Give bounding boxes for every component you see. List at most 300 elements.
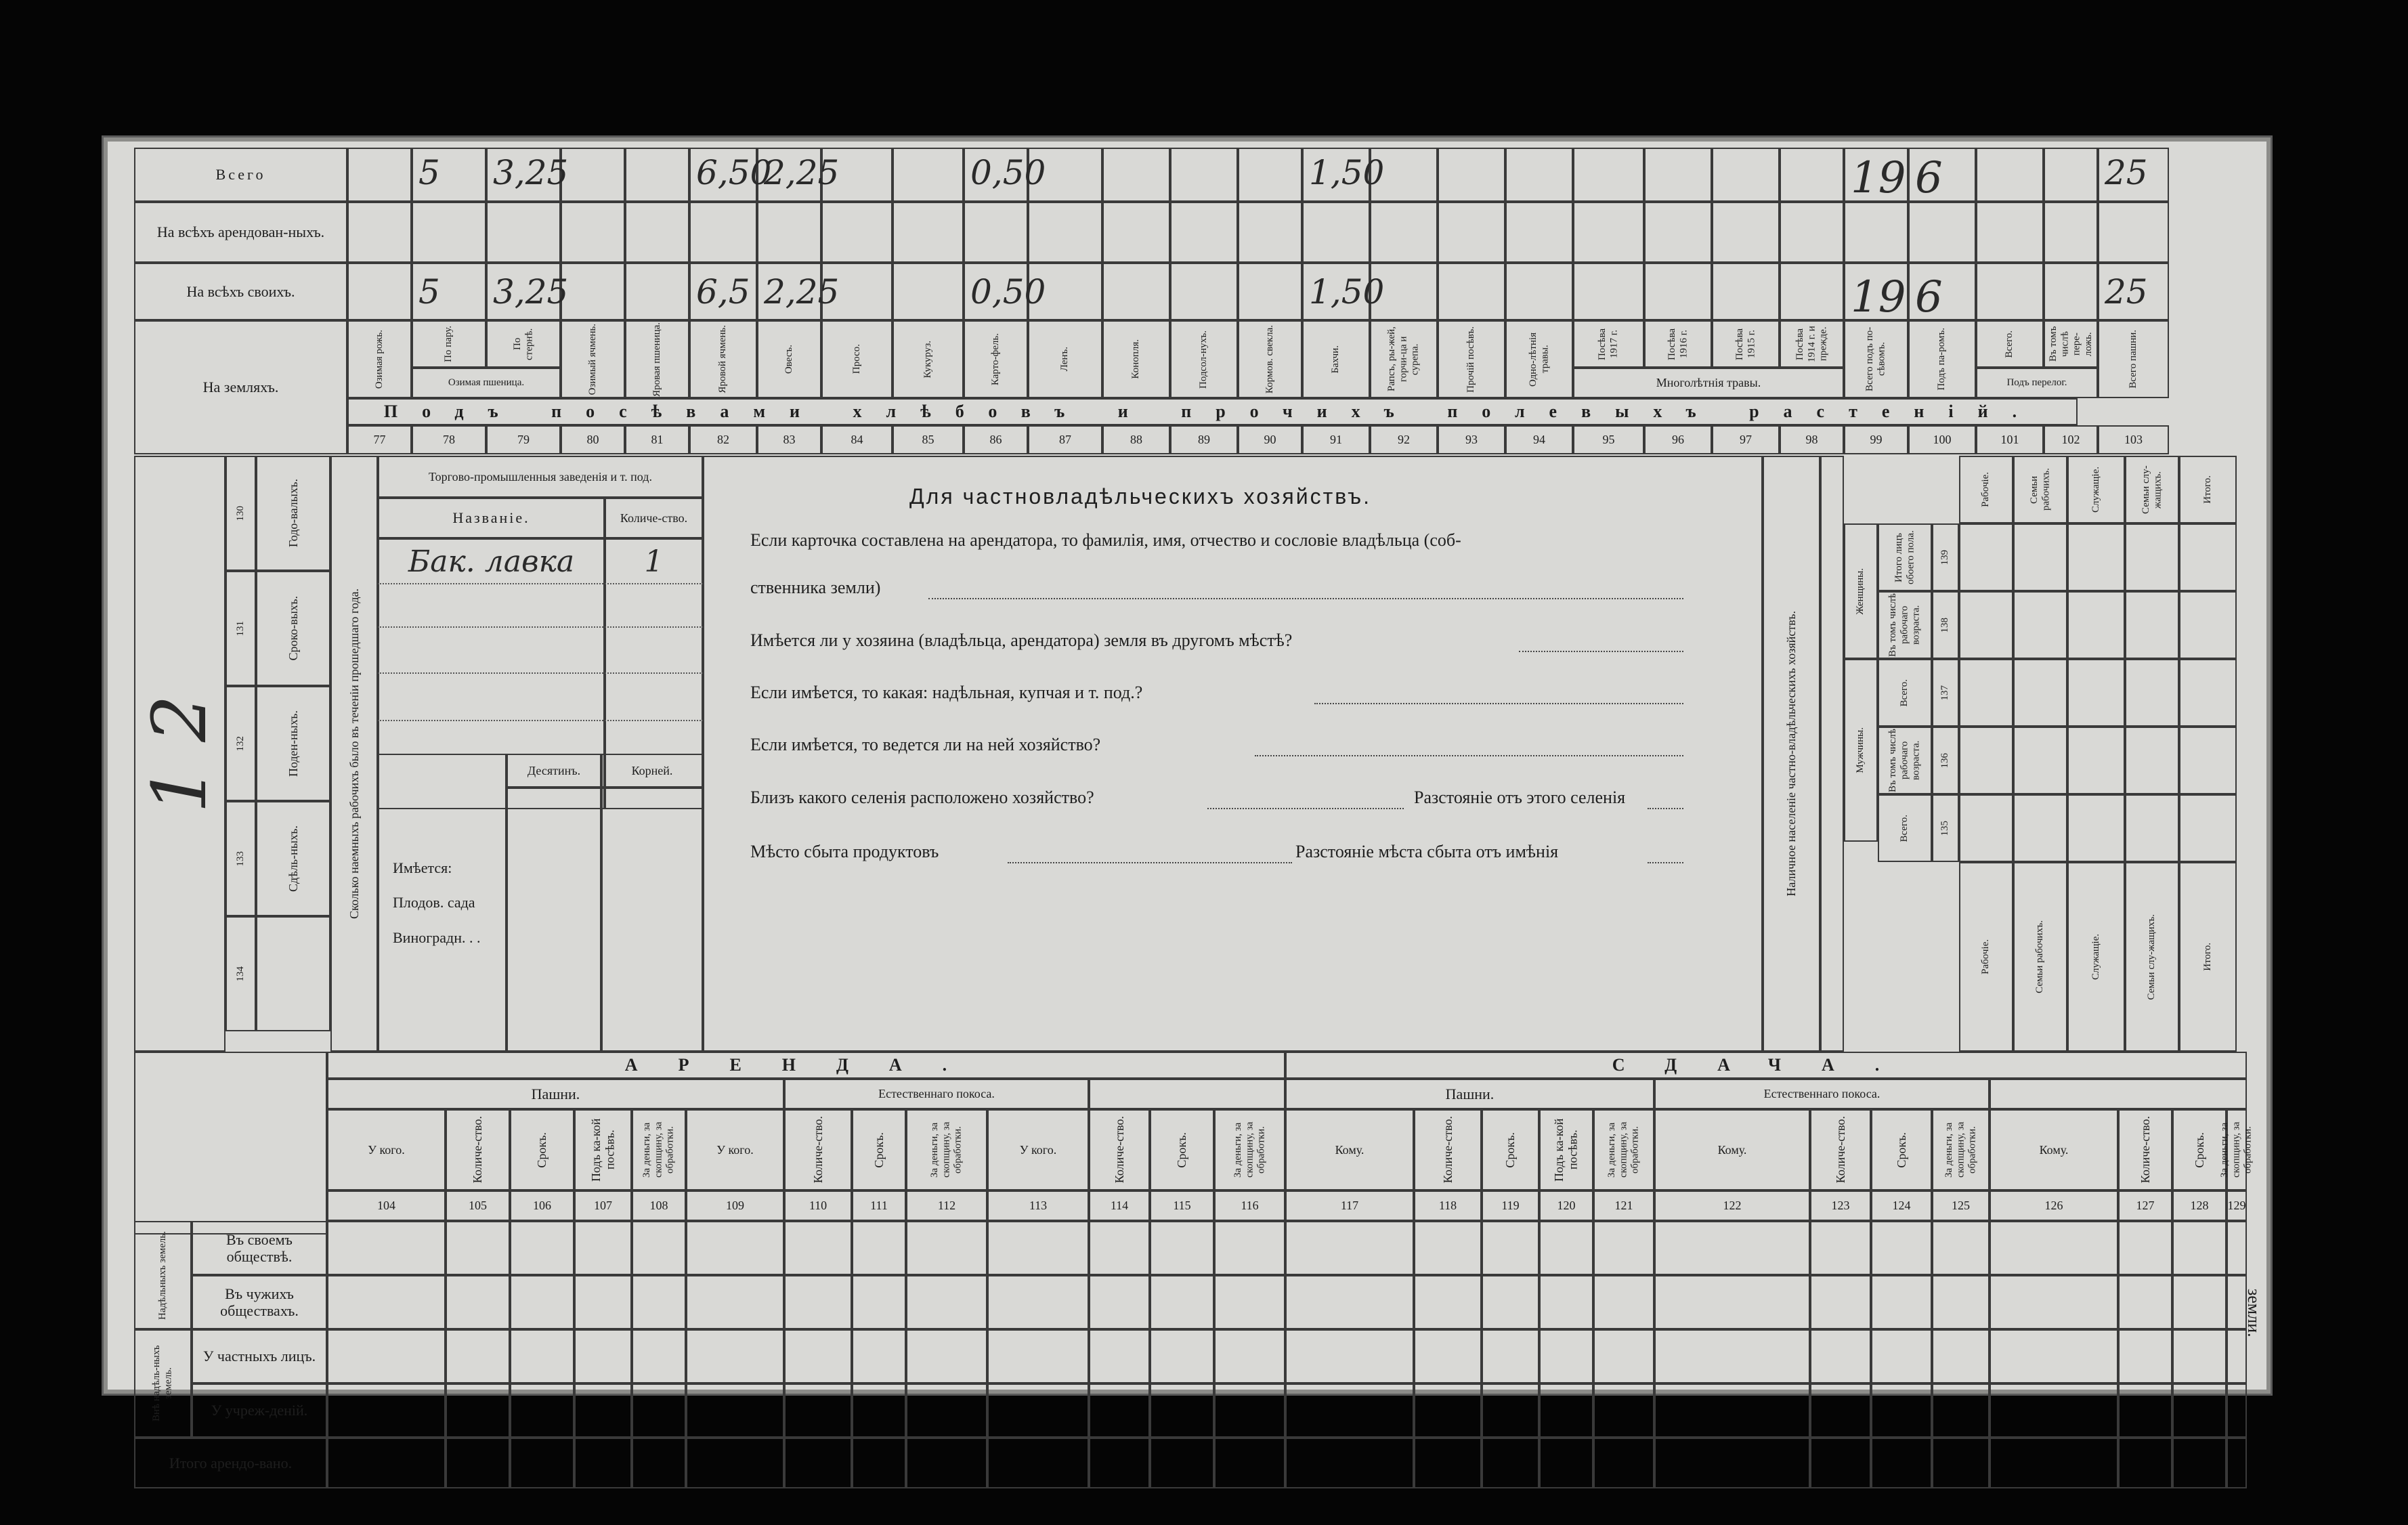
bottom-cell-1-124	[1871, 1275, 1932, 1329]
top-num-79: 79	[486, 425, 561, 454]
arenda-title: АРЕНДА.	[327, 1052, 1285, 1079]
top-cell-r1-c98	[1780, 202, 1844, 263]
top-cell-r2-c93	[1438, 263, 1505, 320]
pop-col-bottom-0	[1959, 862, 2013, 1052]
bottom-cell-4-118	[1414, 1438, 1482, 1488]
bottom-cell-0-112	[906, 1221, 987, 1275]
pop-cell-1-1	[2013, 591, 2067, 659]
pop-cell-3-2	[2125, 659, 2179, 727]
bottom-num-128: 128	[2172, 1190, 2227, 1221]
livestock-num-1	[225, 571, 256, 686]
bottom-cell-0-120	[1539, 1221, 1593, 1275]
garden-des-cell	[507, 788, 601, 1052]
top-header-92-text: Рапсъ, ры-жей, горчи-ца и сурепа.	[1386, 326, 1421, 392]
top-header-77	[347, 320, 412, 398]
top-num-94: 94	[1505, 425, 1573, 454]
top-header-83-text: Овесъ.	[783, 344, 794, 374]
bottom-num-125: 125	[1932, 1190, 1990, 1221]
pop-row-label-3	[1878, 727, 1932, 794]
pop-men	[1844, 659, 1878, 842]
pop-cell-3-1	[2125, 591, 2179, 659]
top-header-80-text: Озимый ячмень.	[586, 323, 598, 395]
pop-col-bottom-4-text: Итого.	[2201, 943, 2213, 971]
bottom-header-107-text: Подъ ка-кой посѣвъ.	[588, 1118, 617, 1182]
pop-cell-1-2	[2013, 659, 2067, 727]
top-cell-r0-c96	[1644, 148, 1712, 202]
bottom-num-121: 121	[1593, 1190, 1654, 1221]
top-cell-r1-c95	[1573, 202, 1644, 263]
top-cell-r2-c89	[1170, 263, 1238, 320]
pop-cell-4-3	[2179, 727, 2237, 794]
top-header-79	[486, 320, 561, 368]
top-header-86	[964, 320, 1028, 398]
q4-line	[1255, 755, 1683, 756]
bottom-cell-0-118	[1414, 1221, 1482, 1275]
bottom-cell-3-120	[1539, 1383, 1593, 1438]
bottom-cell-1-110	[784, 1275, 852, 1329]
livestock-label-3-text: Сдѣль-ныхъ.	[286, 825, 300, 892]
garden-orchard: Плодов. сада	[393, 894, 475, 911]
bottom-cell-4-121	[1593, 1438, 1654, 1488]
trade-col-qty: Количе-ство.	[605, 498, 703, 538]
hand-value-r2-v82: 6,5	[696, 272, 750, 312]
top-num-91: 91	[1302, 425, 1370, 454]
top-header-83	[757, 320, 821, 398]
pop-row-label-1-text: Въ томъ числѣ рабочаго возраста.	[1887, 593, 1922, 657]
bottom-cell-3-113	[987, 1383, 1089, 1438]
bottom-header-104: У кого.	[327, 1109, 446, 1190]
bottom-cell-2-118	[1414, 1329, 1482, 1383]
pop-col-top-3-text: Семьи слу-жащихъ.	[2140, 465, 2163, 514]
top-cell-r1-c87	[1028, 202, 1102, 263]
bottom-cell-0-110	[784, 1221, 852, 1275]
bottom-cell-0-113	[987, 1221, 1089, 1275]
bottom-cell-4-125	[1932, 1438, 1990, 1488]
top-cell-r1-c101	[1976, 202, 2044, 263]
bottom-cell-2-127	[2118, 1329, 2172, 1383]
top-header-89	[1170, 320, 1238, 398]
pop-col-top-4-text: Итого.	[2201, 475, 2213, 504]
bottom-num-113: 113	[987, 1190, 1089, 1221]
bottom-cell-0-108	[632, 1221, 686, 1275]
bottom-cell-2-105	[446, 1329, 510, 1383]
bottom-cell-1-125	[1932, 1275, 1990, 1329]
bottom-cell-4-123	[1810, 1438, 1871, 1488]
bottom-cell-0-129	[2227, 1221, 2247, 1275]
top-header-99	[1844, 320, 1908, 398]
top-header-78-text: По пару.	[443, 326, 454, 362]
hand-value-r2-v100: 6	[1915, 272, 1943, 322]
top-num-84: 84	[821, 425, 893, 454]
pop-cell-1-3	[2013, 727, 2067, 794]
bottom-cell-4-107	[574, 1438, 632, 1488]
crop-band	[347, 398, 2078, 425]
top-cell-r2-c94	[1505, 263, 1573, 320]
arenda-pashni: Пашни.	[327, 1079, 784, 1109]
top-num-95: 95	[1573, 425, 1644, 454]
pop-col-bottom-2-text: Служащіе.	[2090, 934, 2101, 980]
top-cell-r0-c77	[347, 148, 412, 202]
bottom-cell-4-115	[1150, 1438, 1214, 1488]
bottom-cell-1-107	[574, 1275, 632, 1329]
top-num-90: 90	[1238, 425, 1302, 454]
bottom-header-123	[1810, 1109, 1871, 1190]
bottom-cell-4-127	[2118, 1438, 2172, 1488]
bottom-header-112	[906, 1109, 987, 1190]
bottom-header-113: У кого.	[987, 1109, 1089, 1190]
bottom-num-127: 127	[2118, 1190, 2172, 1221]
bottom-cell-3-106	[510, 1383, 574, 1438]
top-header-93-text: Прочій посѣвъ.	[1465, 326, 1477, 393]
bottom-num-124: 124	[1871, 1190, 1932, 1221]
row-label-lands: На земляхъ.	[134, 320, 347, 454]
bottom-header-115-text: Срокъ.	[1175, 1132, 1189, 1168]
top-num-89: 89	[1170, 425, 1238, 454]
bottom-cell-3-109	[686, 1383, 784, 1438]
bottom-num-116: 116	[1214, 1190, 1285, 1221]
top-header-92	[1370, 320, 1438, 398]
top-cell-r0-c98	[1780, 148, 1844, 202]
bottom-cell-4-114	[1089, 1438, 1150, 1488]
sdacha-pashni: Пашни.	[1285, 1079, 1654, 1109]
bottom-num-118: 118	[1414, 1190, 1482, 1221]
bottom-num-114: 114	[1089, 1190, 1150, 1221]
bottom-num-104: 104	[327, 1190, 446, 1221]
pop-col-top-0-text: Рабочіе.	[1980, 472, 1992, 507]
hand-value-r0-v82: 6,50	[696, 153, 772, 192]
bottom-cell-2-120	[1539, 1329, 1593, 1383]
top-cell-r2-c97	[1712, 263, 1780, 320]
bottom-header-128-text: Срокъ.	[2192, 1132, 2206, 1168]
top-header-82-text: Яровой ячмень.	[717, 325, 729, 393]
bottom-cell-2-110	[784, 1329, 852, 1383]
bottom-cell-2-124	[1871, 1329, 1932, 1383]
bottom-cell-1-118	[1414, 1275, 1482, 1329]
top-header-103-text: Всего пашни.	[2127, 330, 2138, 389]
bottom-num-112: 112	[906, 1190, 987, 1221]
pop-col-top-1-text: Семьи рабочихъ.	[2028, 468, 2051, 511]
bottom-cell-2-116	[1214, 1329, 1285, 1383]
sdacha-pokos: Естественнаго покоса.	[1654, 1079, 1990, 1109]
trade-entry-name: Бак. лавка	[408, 544, 575, 579]
bottom-header-106-text: Срокъ.	[535, 1132, 549, 1168]
pop-cell-2-4	[2067, 794, 2125, 862]
bottom-cell-1-112	[906, 1275, 987, 1329]
pop-row-num-4-text: 135	[1939, 820, 1951, 836]
bottom-cell-3-128	[2172, 1383, 2227, 1438]
garden-col-des: Десятинъ.	[507, 754, 601, 788]
group-mnog: Многолѣтнія травы.	[1573, 368, 1844, 398]
bottom-cell-1-114	[1089, 1275, 1150, 1329]
hand-value-r0-v100: 6	[1915, 153, 1943, 203]
top-cell-r2-c98	[1780, 263, 1844, 320]
top-cell-r2-c85	[893, 263, 964, 320]
bottom-header-106	[510, 1109, 574, 1190]
top-cell-r1-c80	[561, 202, 625, 263]
trade-line-1	[378, 583, 703, 584]
top-num-98: 98	[1780, 425, 1844, 454]
bottom-cell-3-110	[784, 1383, 852, 1438]
top-header-86-text: Карто-фель.	[989, 332, 1001, 386]
bottom-cell-1-129	[2227, 1275, 2247, 1329]
top-cell-r0-c101	[1976, 148, 2044, 202]
bottom-cell-3-118	[1414, 1383, 1482, 1438]
nadel-label-text: Надѣльныхъ земель.	[156, 1230, 168, 1320]
pop-row-label-4-text: Всего.	[1899, 814, 1910, 842]
top-cell-r1-c83	[757, 202, 821, 263]
private-q5b: Разстояніе отъ этого селенія	[1414, 788, 1626, 807]
livestock-label-0-text: Годо-валыхъ.	[286, 479, 300, 548]
bottom-cell-3-125	[1932, 1383, 1990, 1438]
top-cell-r1-c100	[1908, 202, 1976, 263]
top-cell-r2-c101	[1976, 263, 2044, 320]
pop-row-num-2	[1932, 659, 1959, 727]
trade-line-4	[378, 720, 703, 721]
trade-entry-qty: 1	[644, 544, 664, 579]
bottom-cell-1-128	[2172, 1275, 2227, 1329]
bottom-cell-2-123	[1810, 1329, 1871, 1383]
livestock-label-1-text: Сроко-выхъ.	[286, 596, 300, 661]
top-cell-r2-c90	[1238, 263, 1302, 320]
top-cell-r0-c95	[1573, 148, 1644, 202]
bottom-cell-2-109	[686, 1329, 784, 1383]
bottom-header-105-text: Количе-ство.	[471, 1116, 485, 1184]
bottom-cell-0-115	[1150, 1221, 1214, 1275]
bottom-cell-3-124	[1871, 1383, 1932, 1438]
bottom-cell-0-128	[2172, 1221, 2227, 1275]
bottom-header-125-text: За деньги, за скопщину, за обработки.	[1943, 1121, 1978, 1178]
bottom-cell-3-119	[1482, 1383, 1539, 1438]
population-label: Наличное населеніе частно-владѣльческихъ хозяйствъ.	[1763, 456, 1820, 1052]
pop-cell-2-0	[2067, 523, 2125, 591]
bottom-cell-0-126	[1990, 1221, 2118, 1275]
top-header-85	[893, 320, 964, 398]
q6b-line	[1648, 862, 1683, 863]
pop-row-label-2	[1878, 659, 1932, 727]
sdacha-blank	[1990, 1079, 2247, 1109]
bottom-num-110: 110	[784, 1190, 852, 1221]
bottom-row-label-2: У частныхъ лицъ.	[192, 1329, 327, 1383]
hand-mark: 1 2	[136, 694, 223, 813]
bottom-cell-2-112	[906, 1329, 987, 1383]
bottom-header-105	[446, 1109, 510, 1190]
bottom-header-116-text: За деньги, за скопщину, за обработки.	[1232, 1121, 1267, 1178]
top-header-78	[412, 320, 486, 368]
bottom-cell-2-108	[632, 1329, 686, 1383]
bottom-cell-2-106	[510, 1329, 574, 1383]
bottom-header-116	[1214, 1109, 1285, 1190]
bottom-cell-3-107	[574, 1383, 632, 1438]
hand-value-r0-v83: 2,25	[764, 153, 840, 192]
bottom-cell-4-111	[852, 1438, 906, 1488]
top-header-103	[2098, 320, 2169, 398]
top-header-95	[1573, 320, 1644, 368]
top-num-101: 101	[1976, 425, 2044, 454]
pop-row-label-4	[1878, 794, 1932, 862]
top-cell-r0-c102	[2044, 148, 2098, 202]
sdacha-title: СДАЧА.	[1285, 1052, 2247, 1079]
bottom-cell-3-111	[852, 1383, 906, 1438]
bottom-cell-1-111	[852, 1275, 906, 1329]
livestock-label-4	[256, 916, 330, 1031]
top-cell-r2-c77	[347, 263, 412, 320]
top-header-81	[625, 320, 689, 398]
top-cell-r1-c89	[1170, 202, 1238, 263]
bottom-cell-0-109	[686, 1221, 784, 1275]
top-num-100: 100	[1908, 425, 1976, 454]
pop-cell-0-1	[1959, 591, 2013, 659]
bottom-cell-0-122	[1654, 1221, 1810, 1275]
pop-row-num-1	[1932, 591, 1959, 659]
hand-value-r0-v79: 3,25	[493, 153, 569, 192]
pop-cell-0-0	[1959, 523, 2013, 591]
top-header-93	[1438, 320, 1505, 398]
bottom-header-119	[1482, 1109, 1539, 1190]
bottom-num-123: 123	[1810, 1190, 1871, 1221]
bottom-cell-3-108	[632, 1383, 686, 1438]
top-header-81-text: Яровая пшеница.	[651, 322, 662, 397]
top-num-85: 85	[893, 425, 964, 454]
bottom-cell-1-116	[1214, 1275, 1285, 1329]
top-num-77: 77	[347, 425, 412, 454]
bottom-header-112-text: За деньги, за скопщину, за обработки.	[929, 1121, 964, 1178]
top-header-91	[1302, 320, 1370, 398]
pop-col-bottom-0-text: Рабочіе.	[1980, 939, 1992, 974]
pop-row-num-4	[1932, 794, 1959, 862]
top-header-79-text: По стернѣ.	[511, 328, 534, 360]
top-cell-r0-c88	[1102, 148, 1170, 202]
pop-col-top-0	[1959, 456, 2013, 523]
top-header-90	[1238, 320, 1302, 398]
top-header-96	[1644, 320, 1712, 368]
top-header-91-text: Бахчи.	[1330, 345, 1341, 374]
top-header-96-text: Посѣва 1916 г.	[1666, 328, 1689, 360]
top-cell-r1-c94	[1505, 202, 1573, 263]
top-header-89-text: Подсол-нухъ.	[1198, 330, 1209, 389]
bottom-header-129	[2219, 1109, 2254, 1190]
garden-kor-cell	[601, 788, 703, 1052]
top-cell-r1-c103	[2098, 202, 2169, 263]
hand-value-r2-v91: 1,50	[1309, 272, 1385, 312]
bottom-header-110-text: Количе-ство.	[811, 1116, 825, 1184]
top-cell-r1-c92	[1370, 202, 1438, 263]
top-cell-r1-c85	[893, 202, 964, 263]
livestock-num-2	[225, 686, 256, 801]
row-label-total: Всего	[134, 148, 347, 202]
bottom-header-117: Кому.	[1285, 1109, 1414, 1190]
bottom-header-127-text: Количе-ство.	[2138, 1116, 2152, 1184]
top-cell-r0-c93	[1438, 148, 1505, 202]
pop-row-num-0	[1932, 523, 1959, 591]
hand-value-r2-v78: 5	[418, 272, 440, 312]
top-header-102	[2044, 320, 2098, 368]
pop-col-top-2-text: Служащіе.	[2090, 467, 2101, 513]
top-num-93: 93	[1438, 425, 1505, 454]
q2-line	[1519, 651, 1683, 652]
bottom-row-label-3: У учреж-деній.	[192, 1383, 327, 1438]
top-cell-r2-c102	[2044, 263, 2098, 320]
pop-cell-4-0	[2179, 523, 2237, 591]
top-cell-r1-c79	[486, 202, 561, 263]
pop-row-label-0-text: Итого лицъ обоего пола.	[1893, 530, 1916, 584]
bottom-cell-2-119	[1482, 1329, 1539, 1383]
top-num-97: 97	[1712, 425, 1780, 454]
pop-col-bottom-1	[2013, 862, 2067, 1052]
livestock-num-1-text: 131	[234, 620, 246, 637]
bottom-cell-4-113	[987, 1438, 1089, 1488]
pop-cell-0-2	[1959, 659, 2013, 727]
nadel-label	[134, 1221, 192, 1329]
pop-cell-4-4	[2179, 794, 2237, 862]
bottom-cell-2-129	[2227, 1329, 2247, 1383]
top-cell-r2-c80	[561, 263, 625, 320]
top-cell-r1-c88	[1102, 202, 1170, 263]
bottom-num-120: 120	[1539, 1190, 1593, 1221]
top-num-96: 96	[1644, 425, 1712, 454]
livestock-num-3	[225, 801, 256, 916]
bottom-cell-1-104	[327, 1275, 446, 1329]
bottom-cell-3-104	[327, 1383, 446, 1438]
bottom-cell-4-117	[1285, 1438, 1414, 1488]
bottom-cell-3-114	[1089, 1383, 1150, 1438]
private-q6a: Мѣсто сбыта продуктовъ	[750, 842, 939, 861]
bottom-num-111: 111	[852, 1190, 906, 1221]
pop-cell-0-4	[1959, 794, 2013, 862]
bottom-header-128	[2172, 1109, 2227, 1190]
pop-col-bottom-3	[2125, 862, 2179, 1052]
top-num-99: 99	[1844, 425, 1908, 454]
bottom-cell-2-113	[987, 1329, 1089, 1383]
hand-value-r0-v86: 0,50	[970, 153, 1046, 192]
bottom-cell-3-123	[1810, 1383, 1871, 1438]
bottom-header-114-text: Количе-ство.	[1112, 1116, 1126, 1184]
bottom-header-126: Кому.	[1990, 1109, 2118, 1190]
bottom-cell-2-121	[1593, 1329, 1654, 1383]
top-cell-r0-c85	[893, 148, 964, 202]
private-q6b: Разстояніе мѣста сбыта отъ имѣнія	[1295, 842, 1559, 861]
bottom-num-126: 126	[1990, 1190, 2118, 1221]
bottom-cell-3-129	[2227, 1383, 2247, 1438]
hand-value-r2-v86: 0,50	[970, 272, 1046, 312]
top-cell-r1-c96	[1644, 202, 1712, 263]
pop-row-label-0	[1878, 523, 1932, 591]
census-card	[102, 135, 2273, 1472]
livestock-label-0	[256, 456, 330, 571]
bottom-cell-4-128	[2172, 1438, 2227, 1488]
bottom-header-124	[1871, 1109, 1932, 1190]
top-header-99-text: Всего подъ по-сѣвомъ.	[1864, 326, 1887, 392]
q6a-line	[1008, 862, 1292, 863]
top-cell-r1-c86	[964, 202, 1028, 263]
top-cell-r0-c97	[1712, 148, 1780, 202]
trade-line-3	[378, 672, 703, 674]
bottom-row-label-0: Въ своемъ обществѣ.	[192, 1221, 327, 1275]
bottom-cell-0-116	[1214, 1221, 1285, 1275]
bottom-cell-3-115	[1150, 1383, 1214, 1438]
pop-col-top-1	[2013, 456, 2067, 523]
bottom-num-107: 107	[574, 1190, 632, 1221]
bottom-cell-0-105	[446, 1221, 510, 1275]
bottom-cell-1-113	[987, 1275, 1089, 1329]
bottom-header-110	[784, 1109, 852, 1190]
bottom-cell-4-106	[510, 1438, 574, 1488]
top-header-84-text: Просо.	[851, 344, 862, 374]
arenda-pokos: Естественнаго покоса.	[784, 1079, 1089, 1109]
top-num-78: 78	[412, 425, 486, 454]
top-cell-r0-c94	[1505, 148, 1573, 202]
bottom-header-121	[1593, 1109, 1654, 1190]
bottom-cell-1-105	[446, 1275, 510, 1329]
